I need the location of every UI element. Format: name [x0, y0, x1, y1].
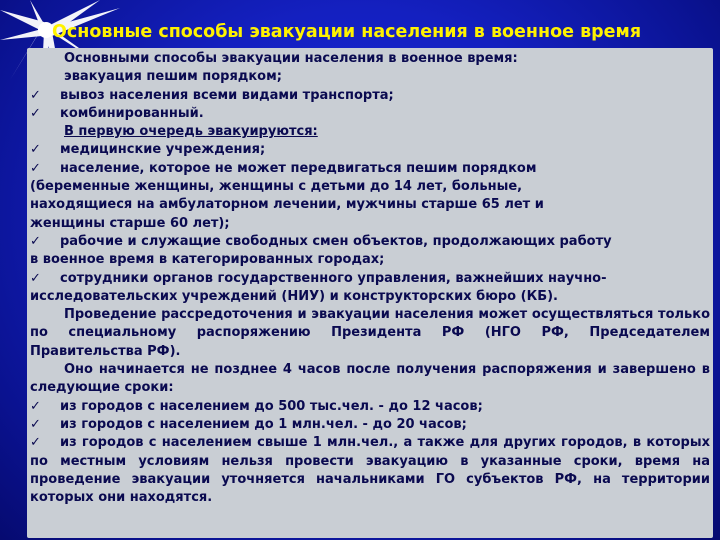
list-item: ✓ население, которое не может передвигаться пешим порядком	[30, 160, 710, 178]
paragraph: Проведение рассредоточения и эвакуации населения может осуществляться только по специальному распоряжению Президента РФ (НГО РФ, Председателем Правительства РФ).	[30, 307, 710, 359]
paragraph: Оно начинается не позднее 4 часов после получения распоряжения и завершено в следующие сроки:	[30, 362, 710, 396]
section-heading: В первую очередь эвакуируются:	[64, 124, 318, 140]
intro-line: Основными способы эвакуации населения в военное время:	[64, 51, 518, 66]
check-icon: ✓	[30, 105, 41, 121]
list-item-continuation: в военное время в категорированных городах;	[30, 252, 385, 268]
check-icon: ✓	[30, 233, 41, 249]
check-icon: ✓	[30, 398, 41, 414]
content-body	[30, 50, 710, 507]
list-item: ✓ рабочие и служащие свободных смен объектов, продолжающих работу	[30, 233, 710, 251]
list-item: ✓ медицинские учреждения;	[30, 141, 710, 159]
list-item: ✓ из городов с населением до 1 млн.чел. - до 20 часов;	[30, 416, 710, 434]
check-icon: ✓	[30, 87, 41, 103]
list-item: эвакуация пешим порядком;	[64, 69, 282, 85]
list-item: ✓ вывоз населения всеми видами транспорта;	[30, 87, 710, 105]
check-icon: ✓	[30, 435, 41, 451]
check-icon: ✓	[30, 142, 41, 158]
list-item: ✓ комбинированный.	[30, 105, 710, 123]
list-item-continuation: (беременные женщины, женщины с детьми до 14 лет, больные,	[30, 179, 523, 195]
check-icon: ✓	[30, 416, 41, 432]
page-title: Основные способы эвакуации населения в военное время	[52, 22, 642, 42]
list-item: ✓ из городов с населением до 500 тыс.чел. - до 12 часов;	[30, 398, 710, 416]
check-icon: ✓	[30, 270, 41, 286]
list-item-continuation: женщины старше 60 лет);	[30, 215, 230, 231]
list-item-continuation: исследовательских учреждений (НИУ) и конструкторских бюро (КБ).	[30, 288, 558, 304]
check-icon: ✓	[30, 160, 41, 176]
list-item: ✓ из городов с населением свыше 1 млн.чел., а также для других городов, в которых по местным условиям нельзя провести эвакуацию в указанные сроки, время на проведение эвакуации уточняется начальниками ГО субъектов РФ, на территории которых они находятся.	[30, 435, 710, 506]
list-item: ✓ сотрудники органов государственного управления, важнейших научно-	[30, 270, 710, 288]
list-item-continuation: находящиеся на амбулаторном лечении, мужчины старше 65 лет и	[30, 197, 544, 213]
